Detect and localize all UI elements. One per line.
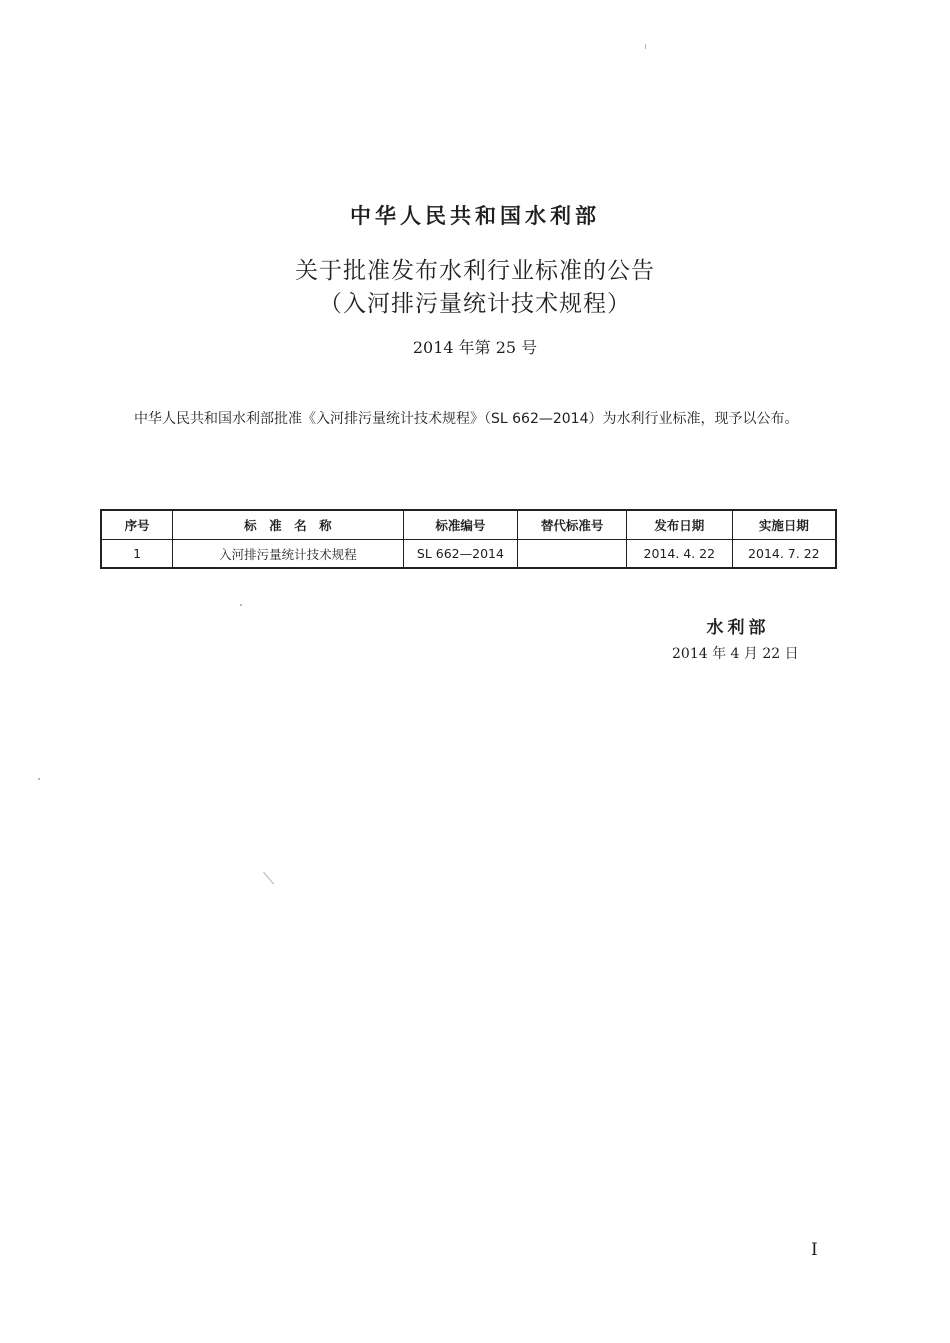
announcement-subtitle: （入河排污量统计技术规程）: [319, 291, 631, 317]
col-header-code: 标准编号: [403, 510, 518, 540]
document-number: 2014 年第 25 号: [412, 338, 538, 357]
cell-serial: 1: [101, 540, 173, 569]
standards-table: [100, 509, 837, 569]
announcement-title: 关于批准发布水利行业标准的公告: [295, 258, 655, 284]
col-header-replaced: 替代标准号: [518, 510, 627, 540]
scan-speck: [263, 872, 274, 885]
scan-speck: [38, 778, 40, 780]
cell-replaced: [518, 540, 627, 569]
cell-code: SL 662—2014: [403, 540, 518, 569]
cell-name: 入河排污量统计技术规程: [173, 540, 403, 569]
page-number: I: [811, 1240, 818, 1260]
announcement-body: 中华人民共和国水利部批准《入河排污量统计技术规程》（SL 662—2014）为水利行业标准，现予以公布。: [134, 411, 799, 427]
col-header-publish-date: 发布日期: [626, 510, 732, 540]
col-header-serial: 序号: [101, 510, 173, 540]
scan-speck: [240, 604, 242, 606]
issue-date: 2014 年 4 月 22 日: [672, 646, 799, 662]
col-header-name: 标 准 名 称: [173, 510, 403, 540]
table-row: [101, 540, 836, 569]
cell-effective-date: 2014. 7. 22: [732, 540, 836, 569]
cell-publish-date: 2014. 4. 22: [626, 540, 732, 569]
table-header-row: [101, 510, 836, 540]
scan-speck: [645, 44, 646, 49]
col-header-effective-date: 实施日期: [732, 510, 836, 540]
issuer-signature: 水利部: [706, 618, 770, 638]
ministry-heading: 中华人民共和国水利部: [350, 203, 600, 228]
